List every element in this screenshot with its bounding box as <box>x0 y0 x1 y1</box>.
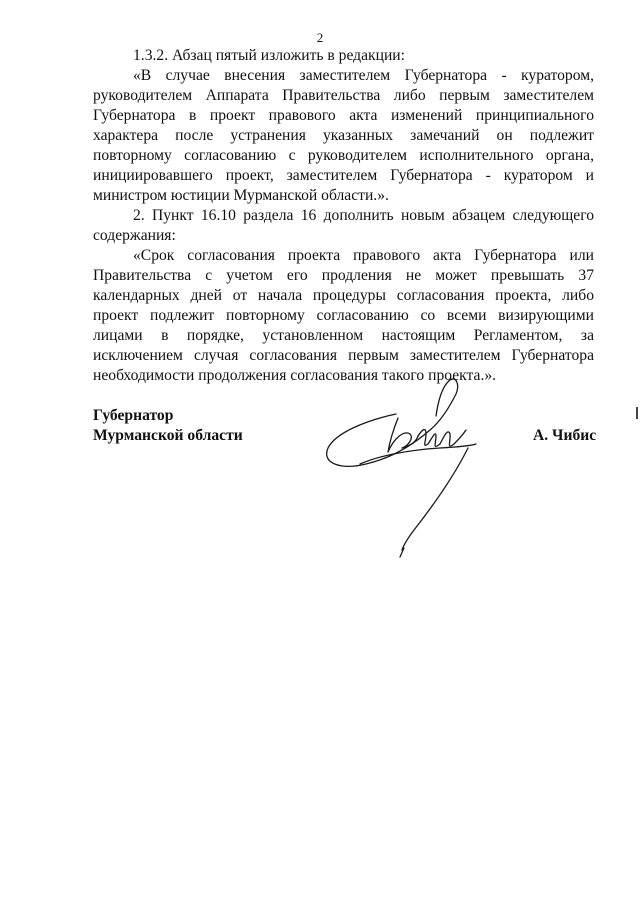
signer-title <box>93 406 243 446</box>
signer-position: Губернатор <box>93 407 174 424</box>
paragraph: «Срок согласования проекта правового акта Губернатора или Правительства с учетом его продления не может превышать 37 календарных дней от начала процедуры согласования проекта, либо проект подлежит повторному согласованию со всеми визирующими лицами в порядке, установленном настоящим Регламентом, за исключением случая согласования первым заместителем Губернатора необходимости продолжения согласования такого проекта.». <box>93 247 594 384</box>
handwritten-signature <box>318 372 488 558</box>
signer-name: А. Чибис <box>533 427 597 444</box>
document-body <box>93 46 594 386</box>
signer-region: Мурманской области <box>93 427 243 444</box>
scan-edge-mark <box>636 407 638 419</box>
paragraph: 1.3.2. Абзац пятый изложить в редакции: <box>133 47 405 64</box>
paragraph: «В случае внесения заместителем Губернатора - куратором, руководителем Аппарата Правительства либо первым заместителем Губернатора в проект правового акта изменений принципиального характера после устранения указанных замечаний он подлежит повторному согласованию с руководителем исполнительного органа, инициировавшего проект, заместителем Губернатора - куратором и министром юстиции Мурманской области.». <box>93 67 594 204</box>
paragraph: 2. Пункт 16.10 раздела 16 дополнить новым абзацем следующего содержания: <box>93 207 594 244</box>
page-number: 2 <box>316 30 324 45</box>
